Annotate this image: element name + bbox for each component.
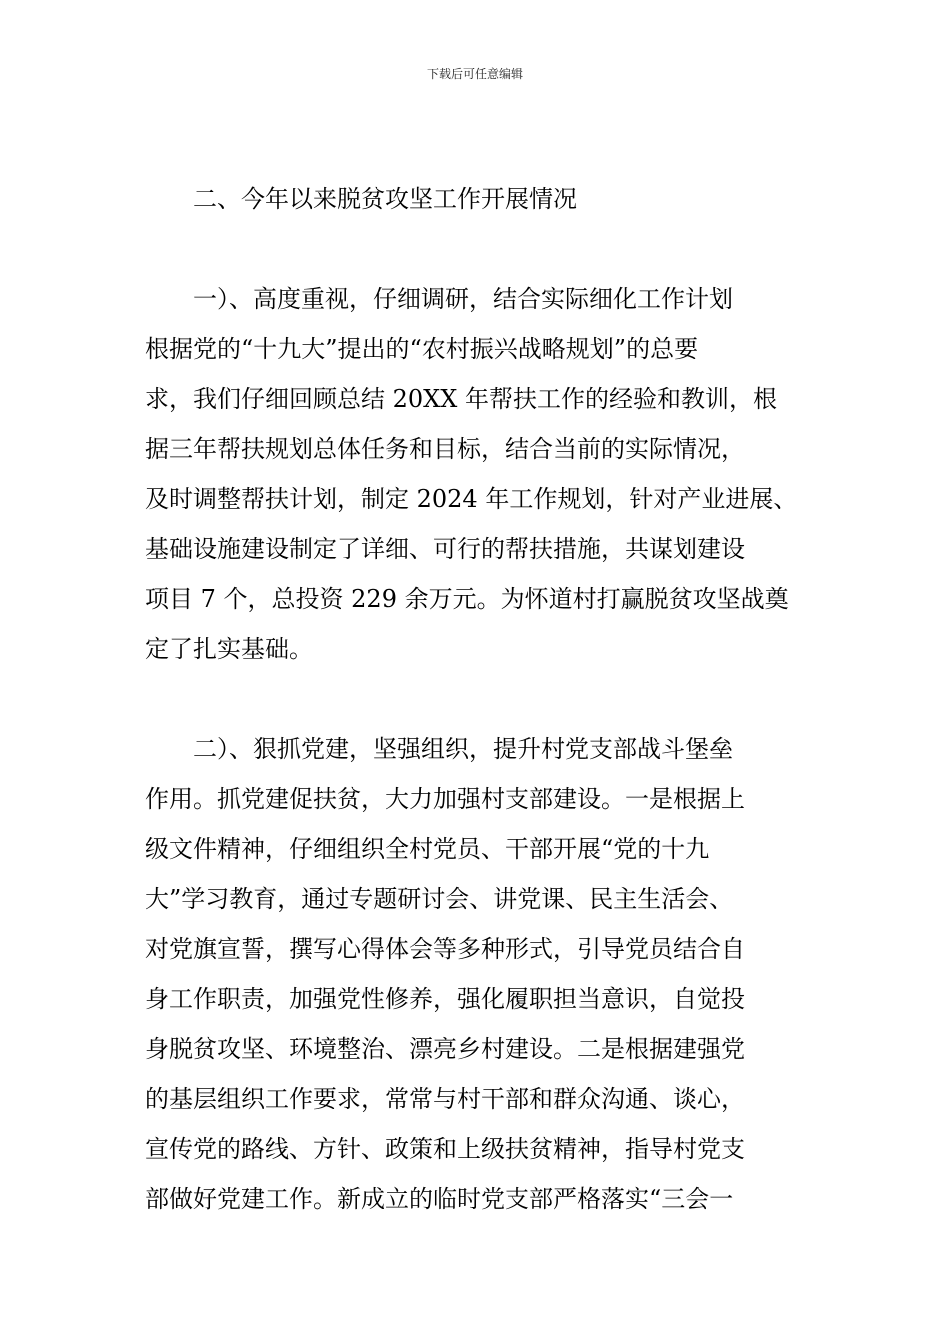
paragraph-line: 作用。抓党建促扶贫，大力加强村支部建设。一是根据上 <box>145 785 745 813</box>
paragraph-line: 身脱贫攻坚、环境整治、漂亮乡村建设。二是根据建强党 <box>145 1035 745 1063</box>
paragraph-line: 对党旗宣誓，撰写心得体会等多种形式，引导党员结合自 <box>145 935 745 963</box>
paragraph-line: 求，我们仔细回顾总结 20XX 年帮扶工作的经验和教训，根 <box>145 385 777 413</box>
paragraph-line: 大”学习教育，通过专题研讨会、讲党课、民主生活会、 <box>145 885 734 913</box>
paragraph-line: 定了扎实基础。 <box>145 635 313 663</box>
paragraph-line: 二）、狠抓党建，坚强组织，提升村党支部战斗堡垒 <box>193 735 733 763</box>
section-heading: 二、今年以来脱贫攻坚工作开展情况 <box>193 185 577 213</box>
paragraph-line: 基础设施建设制定了详细、可行的帮扶措施，共谋划建设 <box>145 535 745 563</box>
paragraph-line: 的基层组织工作要求，常常与村干部和群众沟通、谈心， <box>145 1085 745 1113</box>
paragraph-line: 及时调整帮扶计划，制定 2024 年工作规划，针对产业进展、 <box>145 485 798 513</box>
paragraph-line: 身工作职责，加强党性修养，强化履职担当意识，自觉投 <box>145 985 745 1013</box>
header-note: 下载后可任意编辑 <box>426 67 523 81</box>
paragraph-line: 项目 7 个，总投资 229 余万元。为怀道村打赢脱贫攻坚战奠 <box>145 585 789 613</box>
paragraph-line: 据三年帮扶规划总体任务和目标，结合当前的实际情况， <box>145 435 745 463</box>
paragraph-line: 根据党的“十九大”提出的“农村振兴战略规划”的总要 <box>145 335 699 363</box>
paragraph-line: 部做好党建工作。新成立的临时党支部严格落实“三会一 <box>145 1185 734 1213</box>
paragraph-line: 级文件精神，仔细组织全村党员、干部开展“党的十九 <box>145 835 710 863</box>
paragraph-line: 宣传党的路线、方针、政策和上级扶贫精神，指导村党支 <box>145 1135 745 1163</box>
paragraph-line: 一）、高度重视，仔细调研，结合实际细化工作计划 <box>193 285 733 313</box>
